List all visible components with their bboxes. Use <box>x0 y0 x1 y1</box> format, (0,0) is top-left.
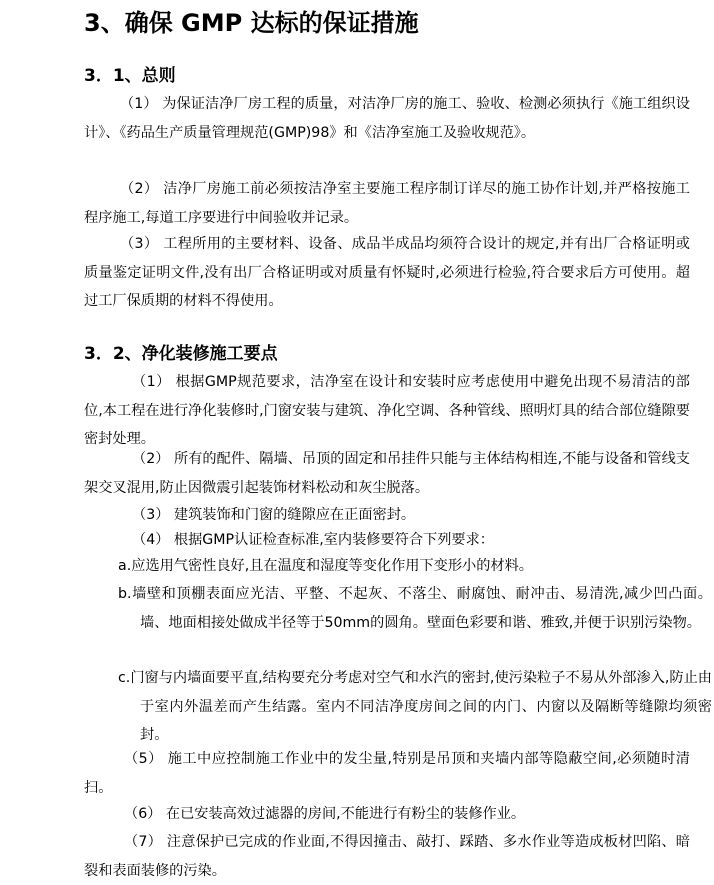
paragraph-decoration-6: （6） 在已安装高效过滤器的房间,不能进行有粉尘的装修作业。 <box>124 806 526 822</box>
list-item-b: b.墙壁和顶棚表面应光洁、平整、不起灰、不落尘、耐腐蚀、耐冲击、易清洗,减少凹凸面。墙、地面相接处做成半径等于50mm的圆角。壁面色彩要和谐、雅致,并便于识别污染物。 <box>118 586 712 631</box>
section-heading-decoration: 3．2、净化装修施工要点 <box>84 344 278 364</box>
paragraph-general-1: （1） 为保证洁净厂房工程的质量，对洁净厂房的施工、验收、检测必须执行《施工组织设计》、《药品生产质量管理规范(GMP)98》和《洁净室施工及验收规范》。 <box>84 96 690 141</box>
paragraph-decoration-5: （5） 施工中应控制施工作业中的发尘量,特别是吊顶和夹墙内部等隐蔽空间,必须随时清扫。 <box>84 751 690 796</box>
list-item-a: a.应选用气密性良好,且在温度和湿度等变化作用下变形小的材料。 <box>118 558 533 574</box>
paragraph-decoration-1: （1） 根据GMP规范要求，洁净室在设计和安装时应考虑使用中避免出现不易清洁的部位,本工程在进行净化装修时,门窗安装与建筑、净化空调、各种管线、照明灯具的结合部位缝隙要密封处理。 <box>84 374 690 447</box>
section-heading-general: 3．1、总则 <box>84 66 176 86</box>
paragraph-decoration-2: （2） 所有的配件、隔墙、吊顶的固定和吊挂件只能与主体结构相连,不能与设备和管线支架交叉混用,防止因微震引起装饰材料松动和灰尘脱落。 <box>84 451 690 496</box>
page-title: 3、确保 GMP 达标的保证措施 <box>84 9 419 37</box>
paragraph-decoration-3: （3） 建筑装饰和门窗的缝隙应在正面密封。 <box>132 507 416 523</box>
list-item-c: c.门窗与内墙面要平直,结构要充分考虑对空气和水汽的密封,使污染粒子不易从外部渗入,防止由于室内外温差而产生结露。室内不同洁净度房间之间的内门、内窗以及隔断等缝隙均须密封。 <box>118 670 712 743</box>
paragraph-decoration-7: （7） 注意保护已完成的作业面,不得因撞击、敲打、踩踏、多水作业等造成板材凹陷、暗裂和表面装修的污染。 <box>84 834 690 879</box>
paragraph-general-3: （3） 工程所用的主要材料、设备、成品半成品均须符合设计的规定,并有出厂合格证明或质量鉴定证明文件,没有出厂合格证明或对质量有怀疑时,必须进行检验,符合要求后方可使用。超过工厂保质期的材料不得使用。 <box>84 236 690 309</box>
paragraph-decoration-4: （4） 根据GMP认证检查标准,室内装修要符合下列要求： <box>132 532 494 548</box>
paragraph-general-2: （2） 洁净厂房施工前必须按洁净室主要施工程序制订详尽的施工协作计划,并严格按施工程序施工,每道工序要进行中间验收并记录。 <box>84 181 690 226</box>
